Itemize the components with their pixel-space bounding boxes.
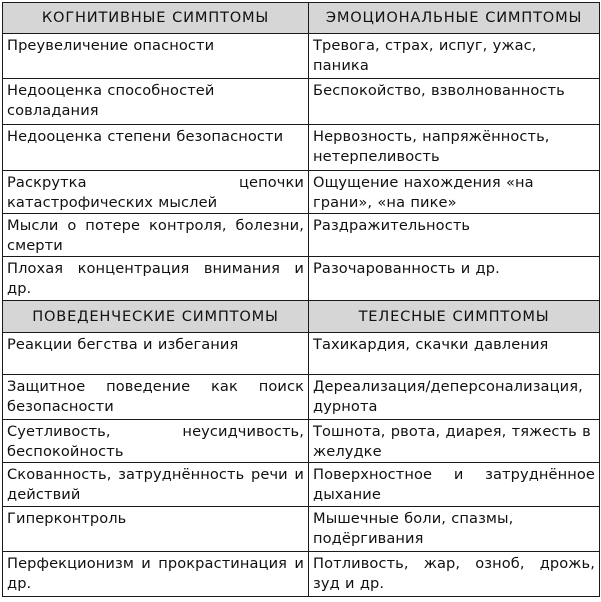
table-row bbox=[3, 507, 600, 552]
header-physical: ТЕЛЕСНЫЕ СИМПТОМЫ bbox=[309, 301, 600, 333]
behavioral-cell: Скованность, затруднённость речи и действий bbox=[3, 463, 309, 507]
cognitive-cell: Недооценка способностей совладания bbox=[3, 79, 309, 125]
emotional-cell: Нервозность, напряжённость, нетерпеливость bbox=[309, 125, 600, 171]
table-row bbox=[3, 257, 600, 301]
table-row bbox=[3, 333, 600, 375]
behavioral-cell: Перфекционизм и прокрастинация и др. bbox=[3, 552, 309, 597]
physical-cell: Мышечные боли, спазмы, подёргивания bbox=[309, 507, 600, 552]
table-row bbox=[3, 34, 600, 79]
cognitive-cell: Плохая концентрация внимания и др. bbox=[3, 257, 309, 301]
table-row bbox=[3, 552, 600, 597]
table-row bbox=[3, 375, 600, 420]
physical-cell: Поверхностное и затруднённое дыхание bbox=[309, 463, 600, 507]
header-cognitive: КОГНИТИВНЫЕ СИМПТОМЫ bbox=[3, 3, 309, 34]
cognitive-cell: Недооценка степени безопасности bbox=[3, 125, 309, 171]
behavioral-cell: Защитное поведение как поиск безопасности bbox=[3, 375, 309, 420]
table-row bbox=[3, 125, 600, 171]
header-behavioral: ПОВЕДЕНЧЕСКИЕ СИМПТОМЫ bbox=[3, 301, 309, 333]
cognitive-cell: Раскрутка цепочки катастрофических мыслей bbox=[3, 171, 309, 214]
physical-cell: Дереализация/деперсонализация, дурнота bbox=[309, 375, 600, 420]
header-row-bottom bbox=[3, 301, 600, 333]
header-row-top bbox=[3, 3, 600, 34]
table-row bbox=[3, 463, 600, 507]
emotional-cell: Тревога, страх, испуг, ужас, паника bbox=[309, 34, 600, 79]
emotional-cell: Ощущение нахождения «на грани», «на пике» bbox=[309, 171, 600, 214]
physical-cell: Потливость, жар, озноб, дрожь, зуд и др. bbox=[309, 552, 600, 597]
table-row bbox=[3, 171, 600, 214]
symptoms-table bbox=[2, 2, 600, 597]
physical-cell: Тахикардия, скачки давления bbox=[309, 333, 600, 375]
emotional-cell: Разочарованность и др. bbox=[309, 257, 600, 301]
table-row bbox=[3, 79, 600, 125]
table-row bbox=[3, 214, 600, 257]
emotional-cell: Раздражительность bbox=[309, 214, 600, 257]
behavioral-cell: Реакции бегства и избегания bbox=[3, 333, 309, 375]
table-row bbox=[3, 420, 600, 463]
behavioral-cell: Гиперконтроль bbox=[3, 507, 309, 552]
physical-cell: Тошнота, рвота, диарея, тяжесть в желудке bbox=[309, 420, 600, 463]
cognitive-cell: Преувеличение опасности bbox=[3, 34, 309, 79]
emotional-cell: Беспокойство, взволнованность bbox=[309, 79, 600, 125]
cognitive-cell: Мысли о потере контроля, болезни, смерти bbox=[3, 214, 309, 257]
behavioral-cell: Суетливость, неусидчивость, беспокойность bbox=[3, 420, 309, 463]
header-emotional: ЭМОЦИОНАЛЬНЫЕ СИМПТОМЫ bbox=[309, 3, 600, 34]
